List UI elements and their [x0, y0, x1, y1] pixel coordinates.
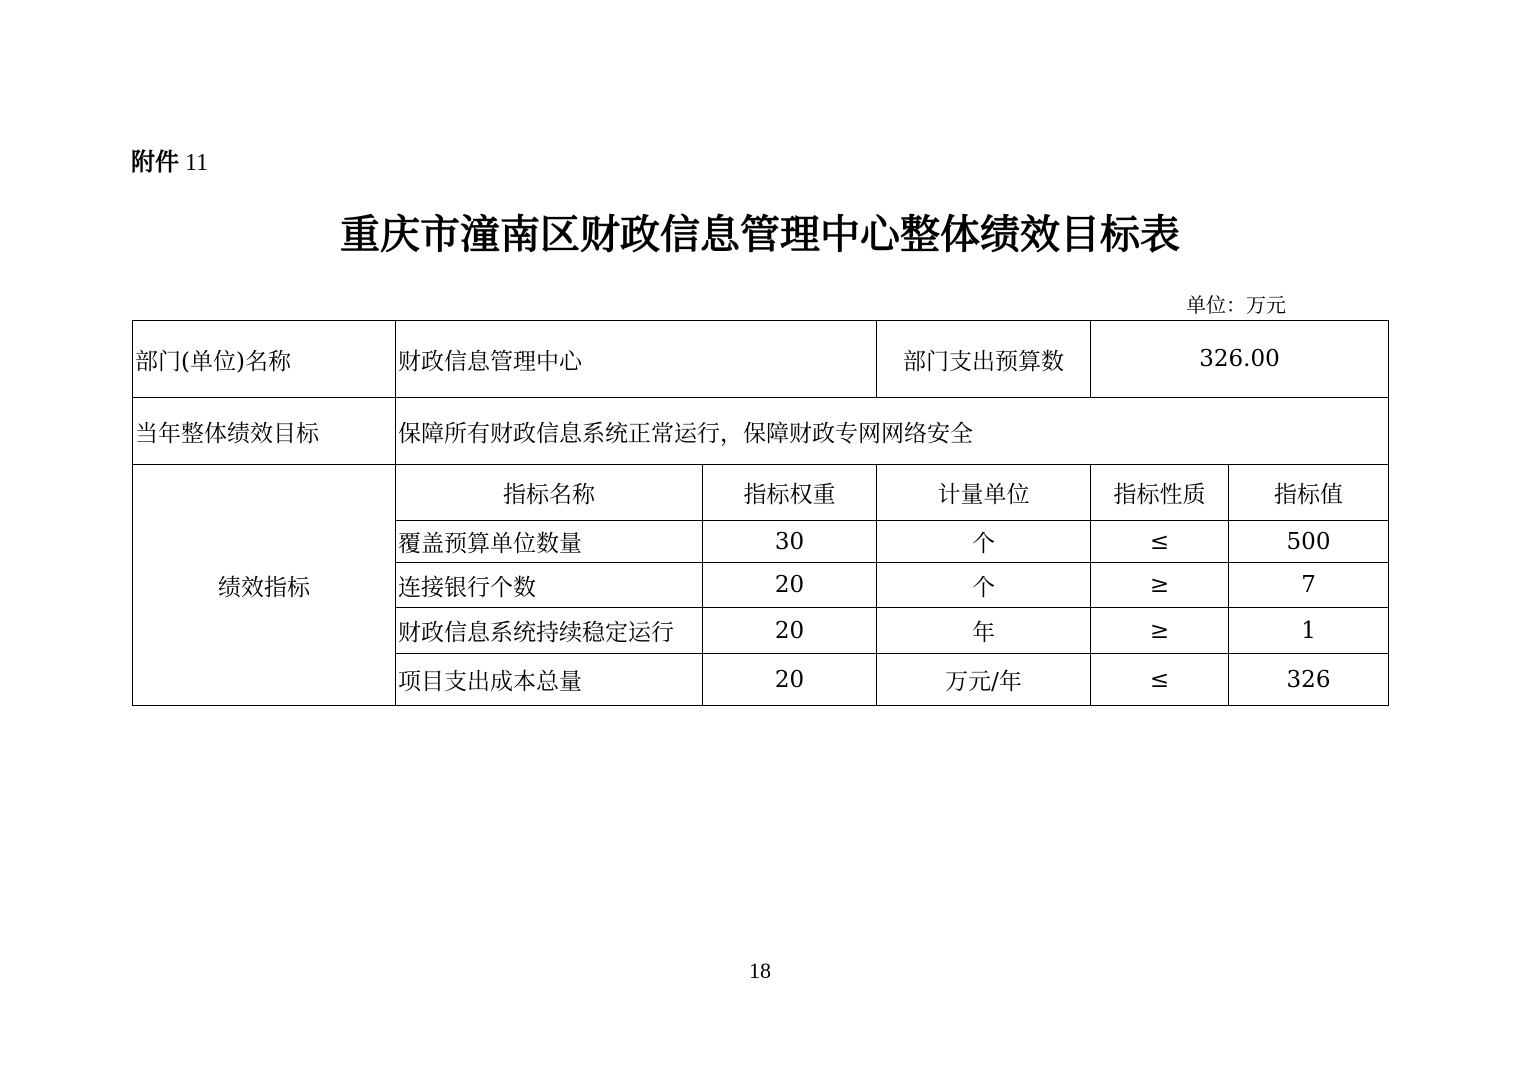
performance-target-table: [132, 320, 1389, 706]
indicator-nature: ≥: [1091, 608, 1229, 654]
goal-label: 当年整体绩效目标: [133, 398, 396, 465]
indicator-unit: 万元/年: [877, 654, 1091, 706]
indicator-weight: 20: [703, 654, 877, 706]
indicator-header-row: [133, 465, 1389, 521]
dept-name-value: 财政信息管理中心: [396, 321, 877, 398]
indicator-weight: 20: [703, 563, 877, 608]
indicator-unit: 个: [877, 563, 1091, 608]
indicator-value: 7: [1229, 563, 1389, 608]
attachment-text: 附件: [131, 148, 179, 176]
unit-note: 单位：万元: [1186, 293, 1286, 317]
header-indicator-weight: 指标权重: [703, 465, 877, 521]
document-title: 重庆市潼南区财政信息管理中心整体绩效目标表: [340, 212, 1180, 258]
indicator-weight: 20: [703, 608, 877, 654]
dept-name-label: 部门(单位)名称: [133, 321, 396, 398]
page-number: 18: [749, 958, 771, 983]
indicator-weight: 30: [703, 521, 877, 563]
header-indicator-name: 指标名称: [396, 465, 703, 521]
budget-label: 部门支出预算数: [877, 321, 1091, 398]
attachment-label: [131, 146, 208, 179]
attachment-number: 11: [185, 150, 209, 176]
indicator-nature: ≤: [1091, 654, 1229, 706]
indicator-name: 覆盖预算单位数量: [396, 521, 703, 563]
header-indicator-value: 指标值: [1229, 465, 1389, 521]
indicator-value: 500: [1229, 521, 1389, 563]
indicator-value: 1: [1229, 608, 1389, 654]
indicator-nature: ≤: [1091, 521, 1229, 563]
table-row: [133, 321, 1389, 398]
header-indicator-nature: 指标性质: [1091, 465, 1229, 521]
indicator-name: 项目支出成本总量: [396, 654, 703, 706]
indicator-value: 326: [1229, 654, 1389, 706]
budget-value: 326.00: [1091, 321, 1389, 398]
indicator-nature: ≥: [1091, 563, 1229, 608]
indicators-label: 绩效指标: [133, 465, 396, 706]
table-row: [133, 398, 1389, 465]
indicator-name: 财政信息系统持续稳定运行: [396, 608, 703, 654]
header-measure-unit: 计量单位: [877, 465, 1091, 521]
indicator-name: 连接银行个数: [396, 563, 703, 608]
goal-value: 保障所有财政信息系统正常运行，保障财政专网网络安全: [396, 398, 1389, 465]
indicator-unit: 个: [877, 521, 1091, 563]
indicator-unit: 年: [877, 608, 1091, 654]
